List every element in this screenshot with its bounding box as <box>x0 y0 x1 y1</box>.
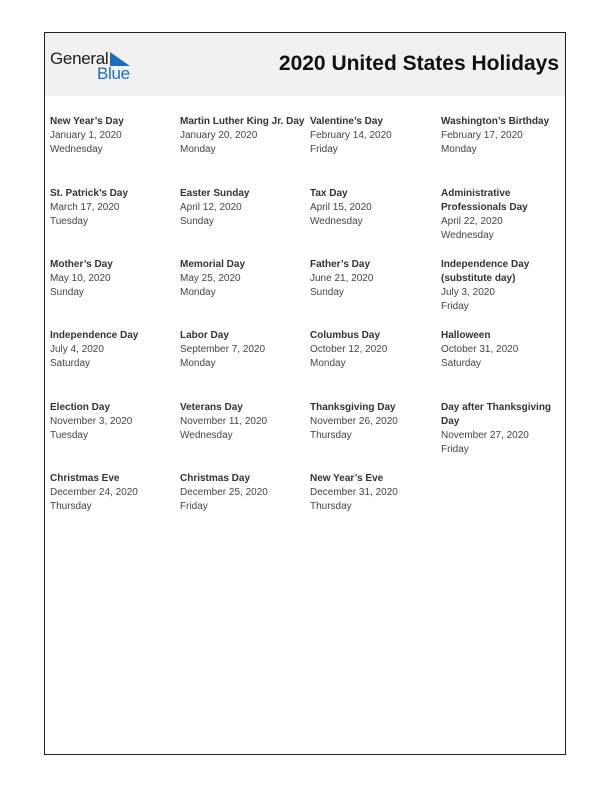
holiday-entry <box>50 472 176 514</box>
holiday-date: November 11, 2020 <box>180 416 268 427</box>
holiday-entry <box>180 115 310 157</box>
holiday-weekday: Friday <box>180 501 208 512</box>
holiday-weekday: Thursday <box>50 501 92 512</box>
holiday-date: October 12, 2020 <box>310 344 388 355</box>
holiday-date: April 12, 2020 <box>180 202 242 213</box>
header-band <box>45 33 565 96</box>
holiday-date: June 21, 2020 <box>310 273 374 284</box>
holiday-date: May 25, 2020 <box>180 273 241 284</box>
holiday-name: Martin Luther King Jr. Day <box>180 116 305 127</box>
holiday-date: February 14, 2020 <box>310 130 392 141</box>
holiday-date: April 15, 2020 <box>310 202 372 213</box>
holiday-name: Halloween <box>441 330 491 341</box>
holiday-name: Columbus Day <box>310 330 381 341</box>
holiday-name: Election Day <box>50 402 111 413</box>
holiday-weekday: Saturday <box>441 358 482 369</box>
holiday-entry <box>310 258 436 300</box>
holiday-date: October 31, 2020 <box>441 344 519 355</box>
holiday-entry <box>441 258 567 314</box>
holiday-name: Tax Day <box>310 188 348 199</box>
holiday-entry <box>50 258 176 300</box>
holiday-date: April 22, 2020 <box>441 216 503 227</box>
holiday-entry <box>441 329 567 371</box>
holiday-weekday: Friday <box>310 144 338 155</box>
page-frame <box>44 32 566 755</box>
holiday-weekday: Sunday <box>50 287 84 298</box>
holiday-weekday: Saturday <box>50 358 91 369</box>
holiday-date: January 1, 2020 <box>50 130 122 141</box>
holiday-name: Washington’s Birthday <box>441 116 550 127</box>
page-title: 2020 United States Holidays <box>278 52 559 75</box>
holiday-name: Easter Sunday <box>180 188 250 199</box>
holiday-name: Day after Thanksgiving Day <box>441 402 552 427</box>
holiday-name: Valentine’s Day <box>310 116 383 127</box>
holiday-weekday: Friday <box>441 444 469 455</box>
holiday-entry <box>310 187 436 229</box>
holiday-name: Independence Day <box>50 330 139 341</box>
holiday-entry <box>50 329 176 371</box>
holiday-name: Christmas Eve <box>50 473 120 484</box>
generalblue-logo <box>50 49 140 85</box>
holiday-date: December 24, 2020 <box>50 487 138 498</box>
holiday-date: December 31, 2020 <box>310 487 398 498</box>
holiday-weekday: Wednesday <box>180 430 233 441</box>
holiday-date: November 26, 2020 <box>310 416 398 427</box>
holiday-date: July 3, 2020 <box>441 287 495 298</box>
holiday-entry <box>50 115 176 157</box>
logo-word-blue: Blue <box>97 64 130 83</box>
holiday-date: February 17, 2020 <box>441 130 523 141</box>
holiday-name: Independence Day (substitute day) <box>441 259 530 284</box>
holiday-weekday: Monday <box>441 144 477 155</box>
holiday-weekday: Tuesday <box>50 430 88 441</box>
holiday-entry <box>441 187 567 243</box>
holiday-weekday: Thursday <box>310 501 352 512</box>
holiday-name: New Year’s Day <box>50 116 124 127</box>
holiday-name: Administrative Professionals Day <box>441 188 528 213</box>
holiday-weekday: Monday <box>180 358 216 369</box>
holiday-date: March 17, 2020 <box>50 202 120 213</box>
holiday-date: November 3, 2020 <box>50 416 133 427</box>
holiday-entry <box>310 401 436 443</box>
holiday-name: New Year’s Eve <box>310 473 384 484</box>
holiday-weekday: Thursday <box>310 430 352 441</box>
holiday-weekday: Wednesday <box>310 216 363 227</box>
holiday-name: Labor Day <box>180 330 229 341</box>
holiday-date: January 20, 2020 <box>180 130 258 141</box>
holiday-weekday: Monday <box>310 358 346 369</box>
holiday-entry <box>310 472 436 514</box>
holiday-entry <box>180 258 306 300</box>
holiday-entry <box>310 329 436 371</box>
holiday-entry <box>441 401 567 457</box>
holiday-entry <box>441 115 567 157</box>
holiday-name: Veterans Day <box>180 402 243 413</box>
holiday-weekday: Wednesday <box>441 230 494 241</box>
holiday-date: July 4, 2020 <box>50 344 104 355</box>
holiday-weekday: Sunday <box>310 287 344 298</box>
logo-word-general: General <box>50 49 109 68</box>
holiday-date: May 10, 2020 <box>50 273 111 284</box>
holiday-entry <box>180 472 306 514</box>
holiday-entry <box>50 187 176 229</box>
holiday-date: September 7, 2020 <box>180 344 266 355</box>
holiday-weekday: Sunday <box>180 216 214 227</box>
holiday-weekday: Friday <box>441 301 469 312</box>
holiday-date: November 27, 2020 <box>441 430 529 441</box>
holiday-entry <box>180 401 306 443</box>
holiday-entry <box>180 329 306 371</box>
holiday-name: Mother’s Day <box>50 259 113 270</box>
holiday-entry <box>310 115 436 157</box>
holiday-name: Father’s Day <box>310 259 371 270</box>
holiday-weekday: Wednesday <box>50 144 103 155</box>
holiday-name: Memorial Day <box>180 259 246 270</box>
holiday-name: Thanksgiving Day <box>310 402 396 413</box>
holiday-name: Christmas Day <box>180 473 251 484</box>
holiday-weekday: Tuesday <box>50 216 88 227</box>
holiday-weekday: Monday <box>180 144 216 155</box>
holiday-entry <box>50 401 176 443</box>
holiday-date: December 25, 2020 <box>180 487 268 498</box>
holiday-weekday: Monday <box>180 287 216 298</box>
holiday-entry <box>180 187 306 229</box>
holiday-name: St. Patrick’s Day <box>50 188 129 199</box>
